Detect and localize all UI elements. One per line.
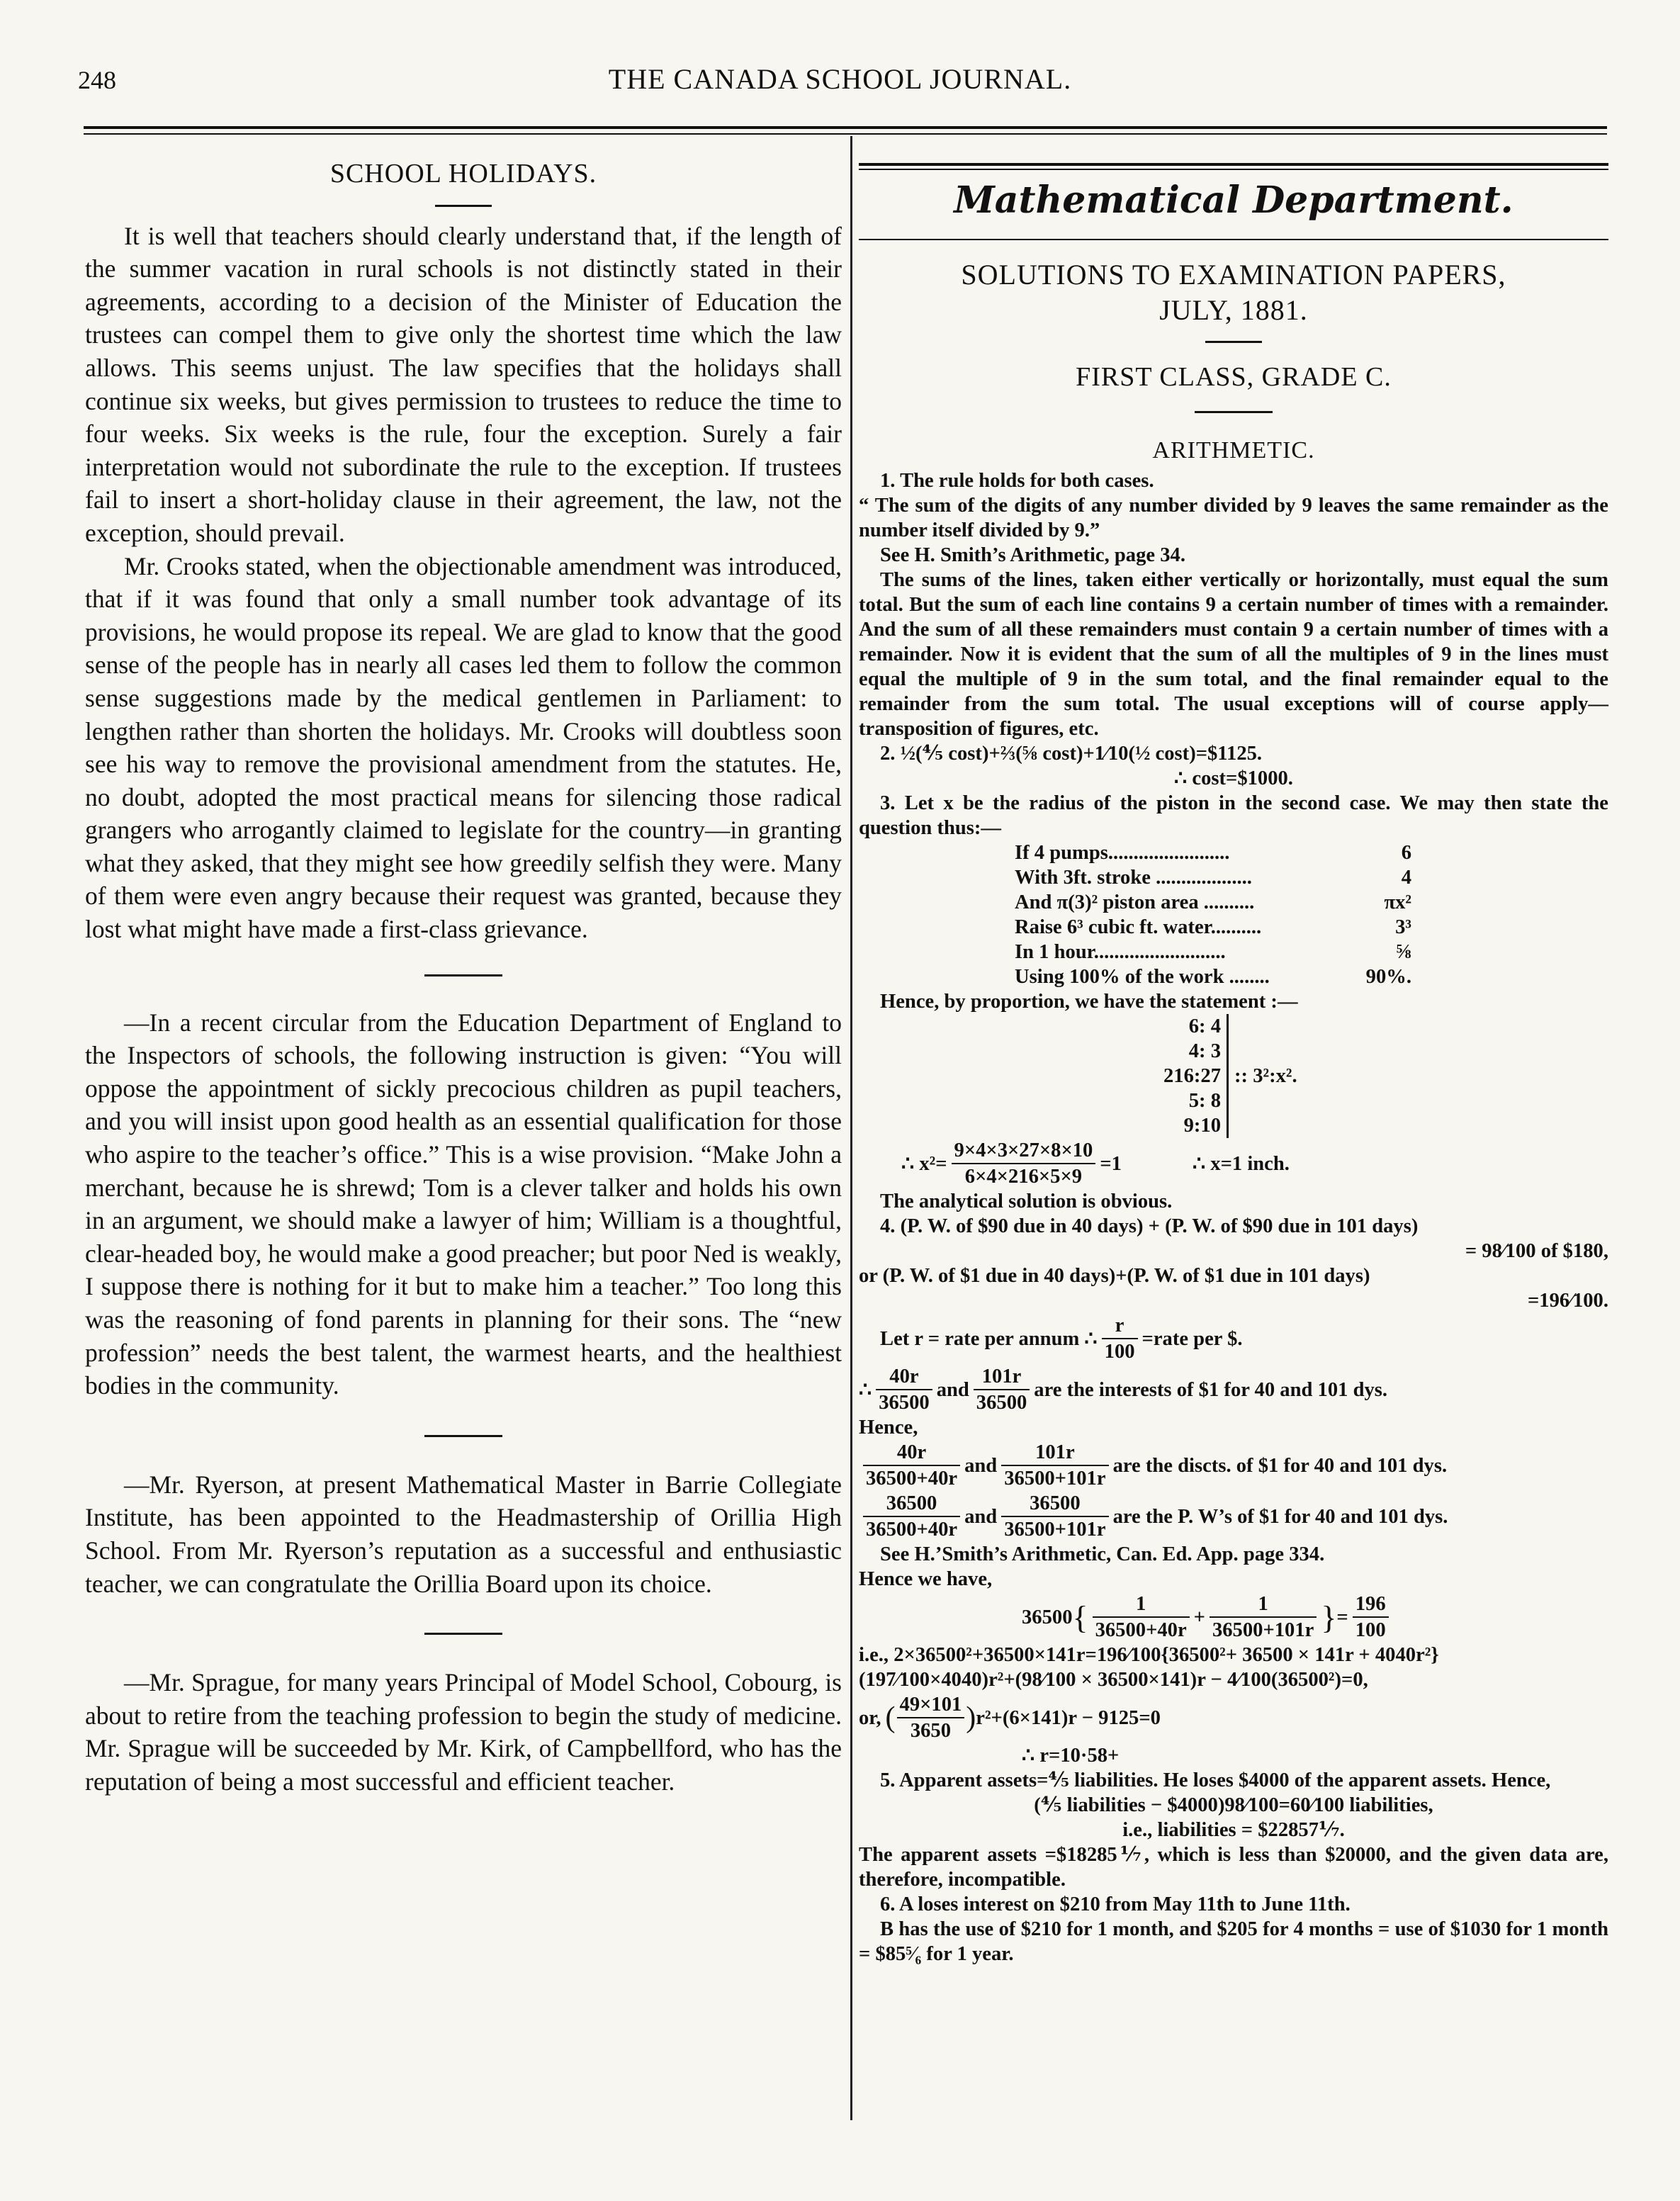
q5-line: The apparent assets =$18285⅐, which is less than $20000, and the given data are, therefore, incompatible.: [859, 1844, 1608, 1891]
q4-line: or (P. W. of $1 due in 40 days)+(P. W. of $1 due in 101 days): [859, 1265, 1370, 1287]
q2-result: ∴ cost=$1000.: [1174, 767, 1293, 789]
q2-line: 2. ½(⅘ cost)+⅔(⅝ cost)+1⁄10(½ cost)=$1125.: [880, 743, 1263, 765]
header-rule-thin: [84, 133, 1607, 135]
q3-table-row: In 1 hour.......................... ⅝: [1015, 941, 1411, 963]
title-rule: [1205, 341, 1262, 343]
q4-line: 4. (P. W. of $90 due in 40 days) + (P. W. of $90 due in 101 days): [880, 1215, 1419, 1237]
proportion-term: 6: 4: [1188, 1015, 1222, 1037]
q3-table-row: And π(3)² piston area .......... πx²: [1015, 891, 1411, 913]
page-number: 248: [78, 66, 116, 94]
q6-line: 6. A loses interest on $210 from May 11th to June 11th.: [880, 1893, 1351, 1915]
q4-quadratic: or, ( $\frac{49\times 101}{3650}$ ) r²+(6×141)r − 9125=0: [859, 1694, 1161, 1742]
q1-line: “ The sum of the digits of any number divided by 9 leaves the same remainder as the number itself divided by 9.”: [859, 495, 1608, 541]
proportion-term: 216:27: [1163, 1065, 1222, 1087]
grade-heading: FIRST CLASS, GRADE C.: [1076, 362, 1392, 392]
proportion-term: 5: 8: [1188, 1090, 1222, 1112]
q1-line: See H. Smith’s Arithmetic, page 34.: [880, 544, 1185, 566]
q1-line: 1. The rule holds for both cases.: [880, 470, 1154, 492]
q3-table: [859, 840, 1608, 989]
q1-line: The sums of the lines, taken either vertically or horizontally, must equal the sum total. But the sum of each line contains 9 a certain number of times with a remainder. And the sum of all these remainders must contain 9 a certain number of times with a remainder. Now it is evident that the sum of all the multiples of 9 in the lines must equal the multiple of 9 in the sum total, and the final remainder equal to the remainder from the sum total. The usual exceptions will of course apply—transposition of figures, etc.: [859, 569, 1608, 740]
proportion-term: 4: 3: [1188, 1040, 1222, 1062]
department-rule: [859, 163, 1608, 166]
q4-discounts: $\frac{40r}{36500+40r}$ and $\frac{101r}{36500+101r}$ are the discts. of $1 for 40 and 101 dys.: [859, 1440, 1608, 1491]
q3-table-row: With 3ft. stroke ................... 4: [1015, 867, 1411, 889]
q4-expansion: i.e., 2×36500²+36500×141r=196⁄100{36500²+ 36500 × 141r + 4040r²}: [859, 1644, 1439, 1666]
solutions-title: [859, 257, 1608, 328]
q3-table-row: If 4 pumps........................ 6: [1015, 842, 1411, 864]
q4-hence-we: Hence we have,: [859, 1568, 993, 1590]
equation-fraction: $\frac{9\times 4\times 3\times 27\times 8\times 10}{6\times 4\times 216\times 5\times 9}$: [952, 1138, 1096, 1189]
q3-intro: 3. Let x be the radius of the piston in the second case. We may then state the question thus:—: [859, 792, 1608, 839]
equation-result: ∴ x=1 inch.: [1192, 1152, 1290, 1175]
q3-table-row: Raise 6³ cubic ft. water.......... 3³: [1015, 916, 1411, 938]
q5-line: (⅘ liabilities − $4000)98⁄100=60⁄100 liabilities,: [1034, 1794, 1433, 1816]
q4-expansion: (197⁄100×4040)r²+(98⁄100 × 36500×141)r − 4⁄100(36500²)=0,: [859, 1669, 1368, 1691]
q4-big-equation: 36500 { $\frac{1}{36500+40r}$ + $\frac{1}{36500+101r}$ } = $\frac{196}{100}$: [1022, 1592, 1608, 1643]
paragraph-ryerson: —Mr. Ryerson, at present Mathematical Master in Barrie Collegiate Institute, has been appointed to the Headmastership of Orillia High School. From Mr. Ryerson’s reputation as a successful and enthusiastic teacher, we can congratulate the Orillia Board upon its choice.: [85, 1470, 842, 1598]
proportion-term: 9:10: [1183, 1115, 1222, 1137]
paragraph-holidays: It is well that teachers should clearly understand that, if the length of the summer vacation in rural schools is not distinctly stated in their agreements, according to a decision of the Minister of Education the trustees can compel them to give only the shortest time which the law allows. This seems unjust. The law specifies that the holidays shall continue six weeks, but gives permission to trustees to reduce the time to four weeks. Six weeks is the rule, four the exception. Surely a fair interpretation would not subordinate the rule to the exception. If trustees fail to insert a short-holiday clause in their agreement, the law, not the exception, should prevail.: [85, 221, 842, 547]
hence-label: Hence,: [859, 1417, 918, 1439]
solutions-title-line1: SOLUTIONS TO EXAMINATION PAPERS,: [961, 259, 1506, 291]
q4-rate: Let r = rate per annum ∴ $\frac{r}{100}$ =rate per $.: [880, 1315, 1243, 1363]
q4-present-worths: $\frac{36500}{36500+40r}$ and $\frac{36500}{36500+101r}$ are the P. W’s of $1 for 40 and 101 dys.: [859, 1491, 1608, 1542]
equation-lhs: ∴ x²=: [901, 1152, 947, 1175]
department-rule-thin: [859, 169, 1608, 170]
q3-equation: [901, 1138, 1608, 1189]
proportion-result: :: 3²:x².: [1234, 1065, 1297, 1087]
q4-line: =196⁄100.: [1528, 1290, 1608, 1312]
column-divider: [850, 136, 852, 2120]
solutions-body: [859, 468, 1608, 1966]
q5-line: 5. Apparent assets=⅘ liabilities. He loses $4000 of the apparent assets. Hence,: [880, 1769, 1551, 1791]
q5-line: i.e., liabilities = $22857⅐.: [1122, 1819, 1345, 1841]
department-title: Mathematical Department.: [954, 179, 1513, 222]
right-column: [859, 157, 1608, 1966]
q4-line: = 98⁄100 of $180,: [1465, 1240, 1608, 1262]
equation-rhs: =1: [1100, 1152, 1122, 1175]
paragraph-circular: —In a recent circular from the Education Department of England to the Inspectors of schools, the following instruction is given: “You will oppose the appointment of sickly precocious children as pupil teachers, and you will insist upon good health as an essential qualification for those who aspire to the teacher’s office.” This is a wise provision. “Make John a merchant, because he is shrewd; Tom is a clever talker and holds his own in an argument, we should make a lawyer of him; William is a thoughtful, clear-headed boy, he would make a good preacher; but poor Ned is weakly, I suppose there is nothing for it but to make him a teacher.” Too long this was the reasoning of fond parents in planning for their sons. The “new profession” needs the best talent, the warmest hearts, and the healthiest bodies in the community.: [85, 1008, 842, 1400]
q6-line: B has the use of $210 for 1 month, and $205 for 4 months = use of $1030 for 1 month = $85⁵⁄₆ for 1 year.: [859, 1918, 1608, 1965]
paragraph-sprague: —Mr. Sprague, for many years Principal of Model School, Cobourg, is about to retire from the teaching profession to begin the study of medicine. Mr. Sprague will be succeeded by Mr. Kirk, of Campbellford, who has the reputation of being a most successful and efficient teacher.: [85, 1668, 842, 1796]
grade-rule: [1195, 411, 1273, 413]
q4-see: See H.’Smith’s Arithmetic, Can. Ed. App. page 334.: [880, 1543, 1325, 1565]
journal-title: THE CANADA SCHOOL JOURNAL.: [608, 63, 1072, 95]
left-column: [85, 157, 842, 1798]
q3-table-row: Using 100% of the work ........ 90%.: [1015, 966, 1411, 988]
subject-heading: ARITHMETIC.: [1152, 437, 1315, 463]
q3-hence: Hence, by proportion, we have the statement :—: [880, 991, 1298, 1013]
q3-analytic: The analytical solution is obvious.: [880, 1190, 1173, 1212]
q4-interest: ∴ $\frac{40r}{36500}$ and $\frac{101r}{36500}$ are the interests of $1 for 40 and 101 dys.: [859, 1366, 1388, 1414]
department-underline: [859, 239, 1608, 240]
q4-result: ∴ r=10·58+: [1022, 1745, 1120, 1767]
paragraph-crooks: Mr. Crooks stated, when the objectionable amendment was introduced, that if it was found that only a small number took advantage of its provisions, he would propose its repeal. We are glad to know that the good sense of the people has in nearly all cases led them to follow the common sense suggestions made by the medical gentlemen in Parliament: to lengthen rather than shorten the holidays. Mr. Crooks will doubtless soon see his way to remove the provisional amendment from the statutes. He, no doubt, adopted the most practical means for silencing those radical grangers who arrogantly claimed to legislate for the country—in granting what they asked, that they might see how greedily selfish they were. Many of them were even angry because their request was granted, because they lost what might have made a first-class grievance.: [85, 551, 842, 944]
q3-proportion: [1163, 1014, 1608, 1138]
solutions-title-line2: JULY, 1881.: [1159, 294, 1308, 326]
header-rule: [84, 126, 1607, 129]
section-title: SCHOOL HOLIDAYS.: [329, 159, 597, 188]
